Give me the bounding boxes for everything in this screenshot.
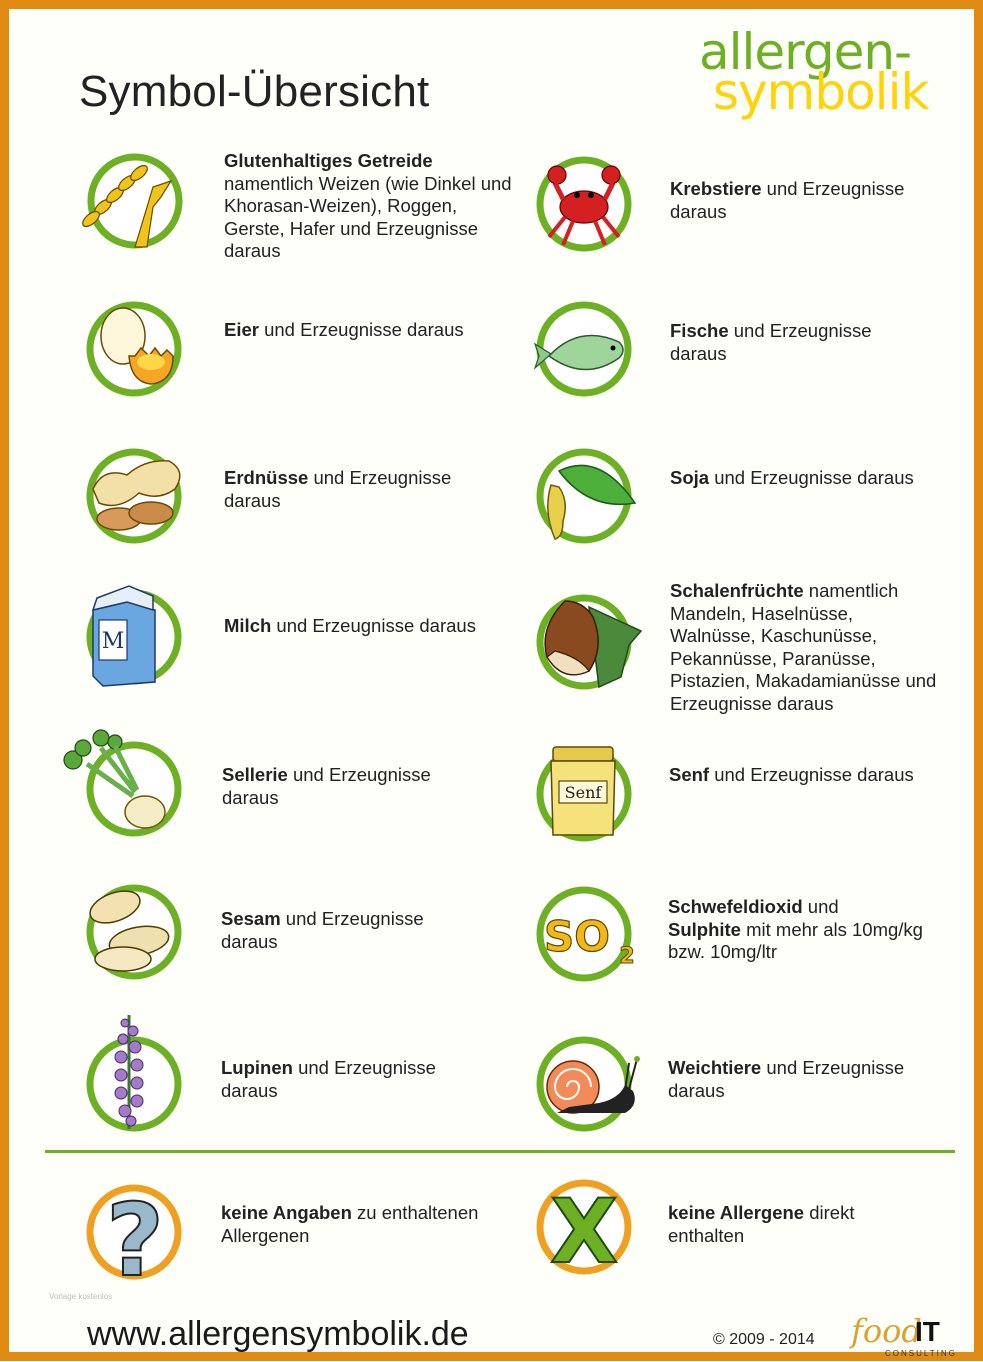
peanut-icon — [79, 441, 189, 551]
lupine-icon — [79, 1029, 189, 1139]
item-crustaceans-text: Krebstiere und Erzeugnisse daraus — [670, 178, 905, 222]
snail-icon — [529, 1029, 639, 1139]
item-soy-text: Soja und Erzeugnisse daraus — [670, 467, 914, 488]
x-glyph: X — [550, 1180, 618, 1283]
so2-icon — [529, 879, 639, 989]
section-divider — [45, 1150, 955, 1153]
question-glyph: ? — [105, 1182, 165, 1299]
crab-icon — [529, 149, 639, 259]
so2-icon-label: SO — [544, 912, 610, 961]
item-eggs-text: Eier und Erzeugnisse daraus — [224, 319, 464, 340]
mustard-icon — [529, 739, 639, 849]
copyright: © 2009 - 2014 — [713, 1331, 815, 1348]
item-lupine-text: Lupinen und Erzeugnisse daraus — [221, 1057, 436, 1101]
logo-line-2: symbolik — [713, 63, 929, 121]
website-link[interactable]: www.allergensymbolik.de — [87, 1315, 469, 1353]
special-no-info-text: keine Angaben zu enthaltenen Allergenen — [221, 1202, 479, 1246]
fish-icon — [529, 294, 639, 404]
page-title: Symbol-Übersicht — [79, 67, 430, 116]
milk-icon — [79, 582, 189, 692]
milk-icon-letter: M — [101, 629, 125, 654]
item-milk-text: Milch und Erzeugnisse daraus — [224, 615, 476, 636]
item-molluscs-text: Weichtiere und Erzeugnisse daraus — [668, 1057, 905, 1101]
special-no-allergen-text: keine Allergene direkt enthalten — [668, 1202, 855, 1246]
soy-icon — [529, 441, 639, 551]
hazelnut-icon — [529, 587, 639, 697]
foodit-food: food — [851, 1312, 922, 1350]
item-mustard-text: Senf und Erzeugnisse daraus — [669, 764, 914, 785]
allergensymbolik-logo — [699, 23, 949, 123]
celery-icon — [79, 734, 189, 844]
foodit-it: IT — [915, 1316, 940, 1347]
watermark: Vorlage kostenlos — [49, 1292, 113, 1301]
question-icon — [79, 1177, 189, 1299]
item-peanuts-text: Erdnüsse und Erzeugnisse daraus — [224, 467, 452, 511]
item-celery-text: Sellerie und Erzeugnisse daraus — [222, 764, 431, 808]
item-treenuts-text: Schalenfrüchte namentlich Mandeln, Haselnüsse, Walnüsse, Kaschunüsse, Pekannüsse, Paranüsse, Pistazien, Makadamianüsse und Erzeugnisse daraus — [670, 580, 937, 714]
no-allergen-x-icon — [529, 1172, 639, 1282]
item-gluten-text: Glutenhaltiges Getreide namentlich Weizen (wie Dinkel und Khorasan-Weizen), Roggen, Gerste, Hafer und Erzeugnisse daraus — [224, 150, 512, 261]
mustard-icon-label: Senf — [564, 783, 602, 802]
so2-icon-subscript: 2 — [619, 944, 635, 969]
wheat-icon — [75, 147, 185, 257]
logo-line-1: allergen- — [699, 23, 912, 81]
item-sesame-text: Sesam und Erzeugnisse daraus — [221, 908, 424, 952]
item-sulphites-text: Schwefeldioxid und Sulphite mit mehr als 10mg/kg bzw. 10mg/ltr — [668, 896, 923, 962]
sesame-icon — [79, 877, 189, 987]
foodit-consulting: CONSULTING — [885, 1349, 957, 1358]
egg-icon — [79, 294, 189, 404]
foodit-logo — [851, 1312, 971, 1362]
item-fish-text: Fische und Erzeugnisse daraus — [670, 320, 872, 364]
